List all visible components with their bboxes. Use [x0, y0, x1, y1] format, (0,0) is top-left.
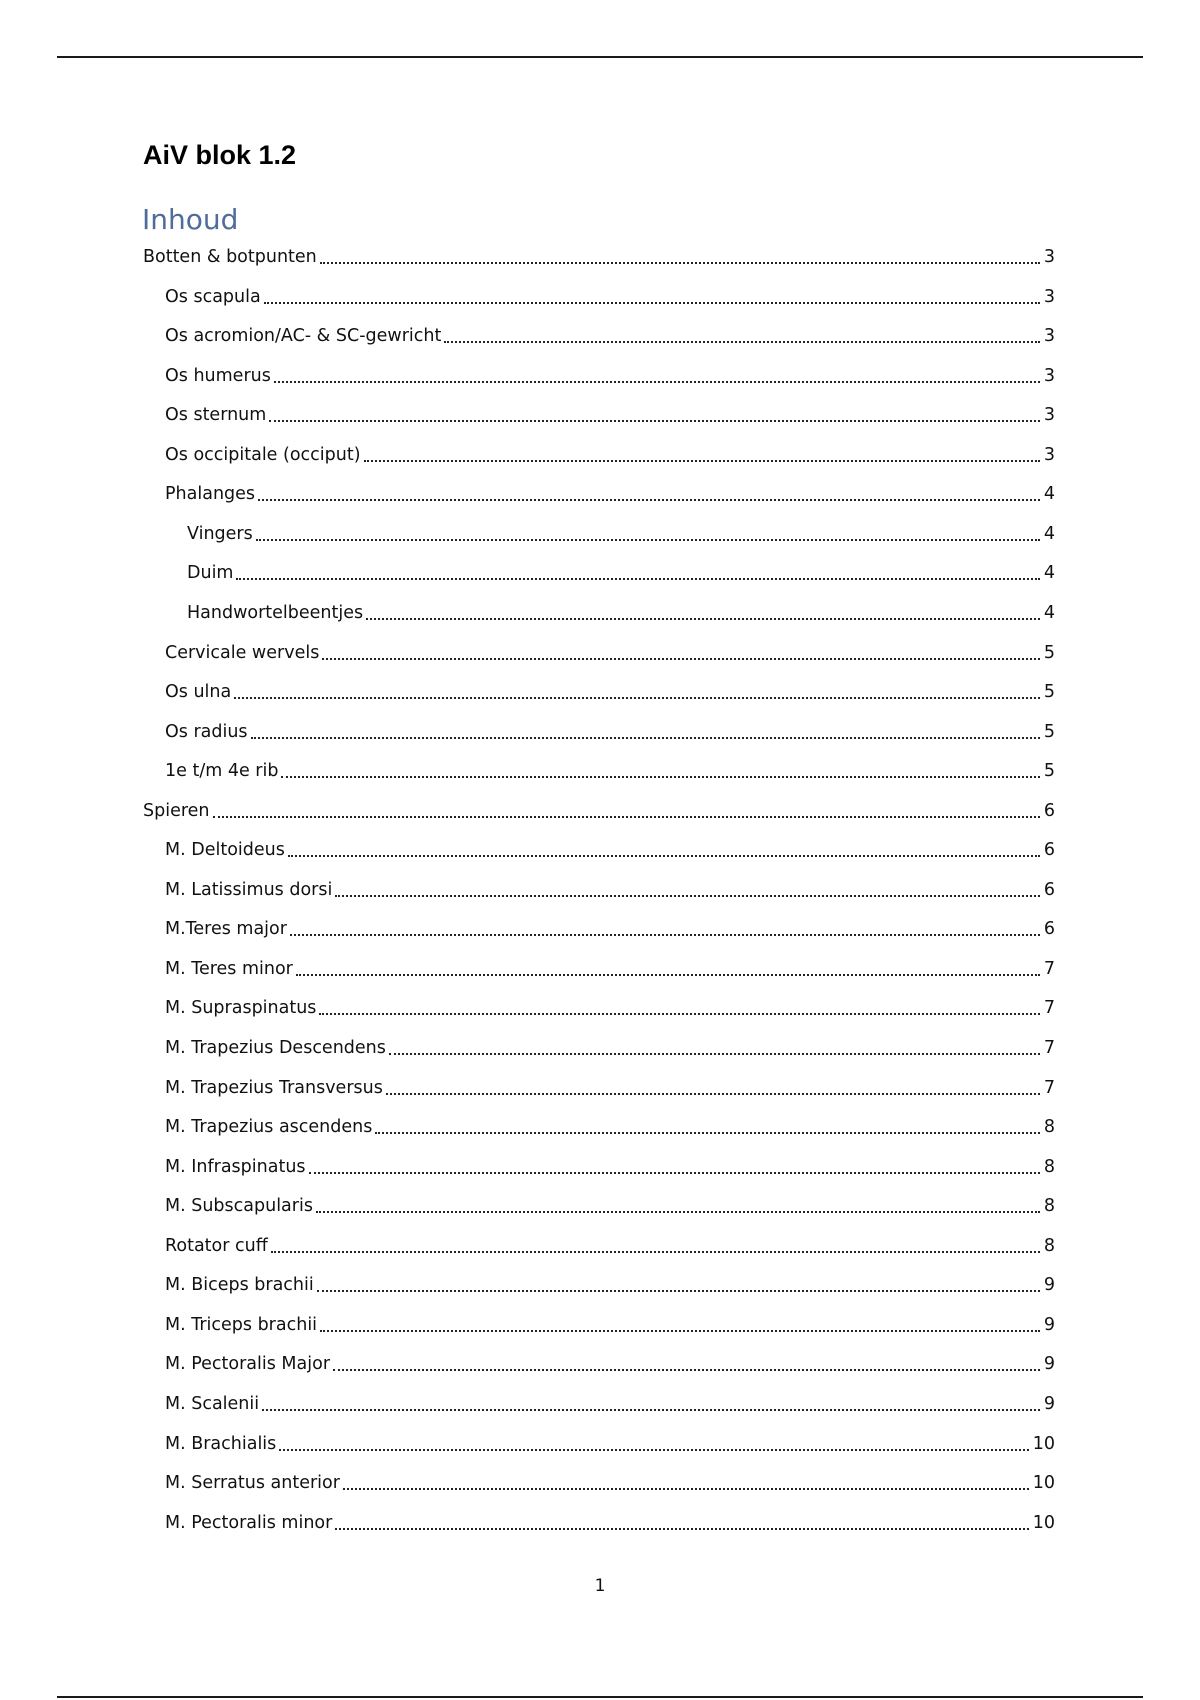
toc-entry-label: M. Teres minor — [165, 958, 293, 979]
toc-entry[interactable] — [187, 600, 1055, 624]
toc-entry[interactable] — [165, 758, 1055, 782]
toc-entry[interactable] — [165, 1233, 1055, 1257]
toc-entry-label: M. Pectoralis minor — [165, 1512, 333, 1533]
toc-entry[interactable] — [165, 1470, 1055, 1494]
toc-entry[interactable] — [165, 323, 1055, 347]
toc-dot-leader — [322, 640, 1040, 660]
toc-entry[interactable] — [165, 837, 1055, 861]
toc-entry-label: Os occipitale (occiput) — [165, 444, 361, 465]
toc-entry-page: 8 — [1043, 1156, 1055, 1177]
toc-entry-label: M. Infraspinatus — [165, 1156, 306, 1177]
toc-entry-label: M. Latissimus dorsi — [165, 879, 333, 900]
toc-entry[interactable] — [165, 1272, 1055, 1296]
toc-entry-page: 9 — [1043, 1354, 1055, 1375]
toc-entry-label: Os scapula — [165, 286, 261, 307]
toc-dot-leader — [271, 1233, 1040, 1253]
toc-entry[interactable] — [165, 284, 1055, 308]
toc-entry[interactable] — [165, 1035, 1055, 1059]
toc-entry-page: 9 — [1043, 1393, 1055, 1414]
toc-entry-label: Cervicale wervels — [165, 642, 320, 663]
toc-entry-page: 4 — [1043, 484, 1055, 505]
toc-entry-label: M. Pectoralis Major — [165, 1354, 331, 1375]
toc-dot-leader — [444, 323, 1040, 343]
toc-entry[interactable] — [187, 521, 1055, 545]
toc-entry-label: Duim — [187, 563, 234, 584]
toc-dot-leader — [279, 1431, 1028, 1451]
toc-entry-page: 7 — [1043, 1077, 1055, 1098]
toc-dot-leader — [364, 442, 1040, 462]
toc-dot-leader — [320, 1312, 1040, 1332]
toc-entry[interactable] — [143, 244, 1055, 268]
toc-entry-page: 5 — [1043, 761, 1055, 782]
toc-entry-page: 3 — [1043, 405, 1055, 426]
toc-entry[interactable] — [165, 1351, 1055, 1375]
toc-entry-page: 7 — [1043, 1038, 1055, 1058]
toc-entry[interactable] — [165, 1510, 1055, 1534]
toc-entry-page: 10 — [1032, 1512, 1055, 1533]
toc-entry-page: 4 — [1043, 563, 1055, 584]
toc-entry-page: 6 — [1043, 840, 1055, 861]
toc-dot-leader — [256, 521, 1040, 541]
toc-entry-label: Os ulna — [165, 682, 232, 703]
toc-entry[interactable] — [165, 877, 1055, 901]
toc-entry-label: M. Trapezius ascendens — [165, 1117, 373, 1138]
toc-dot-leader — [236, 560, 1039, 580]
toc-dot-leader — [213, 798, 1040, 818]
toc-entry-page: 6 — [1043, 919, 1055, 940]
toc-dot-leader — [251, 719, 1040, 739]
toc-entry-page: 4 — [1043, 602, 1055, 623]
toc-entry[interactable] — [165, 442, 1055, 466]
toc-entry-page: 7 — [1043, 958, 1055, 979]
toc-dot-leader — [333, 1351, 1040, 1371]
toc-dot-leader — [386, 1075, 1040, 1095]
toc-entry[interactable] — [165, 719, 1055, 743]
footer-rule — [57, 1696, 1143, 1698]
toc-entry[interactable] — [143, 798, 1055, 822]
toc-entry[interactable] — [165, 1312, 1055, 1336]
toc-entry[interactable] — [165, 1391, 1055, 1415]
toc-entry-label: Handwortelbeentjes — [187, 602, 364, 623]
toc-dot-leader — [288, 837, 1040, 857]
toc-entry[interactable] — [165, 1075, 1055, 1099]
toc-entry[interactable] — [187, 560, 1055, 584]
toc-entry-label: 1e t/m 4e rib — [165, 761, 279, 782]
toc-dot-leader — [343, 1470, 1029, 1490]
toc-dot-leader — [234, 679, 1040, 699]
toc-entry[interactable] — [165, 679, 1055, 703]
toc-entry-label: M.Teres major — [165, 919, 287, 940]
toc-entry-page: 8 — [1043, 1235, 1055, 1256]
toc-dot-leader — [319, 995, 1039, 1015]
toc-entry-page: 5 — [1043, 682, 1055, 703]
toc-entry-label: Phalanges — [165, 484, 256, 505]
toc-dot-leader — [317, 1272, 1040, 1292]
toc-entry-label: Os radius — [165, 721, 248, 742]
toc-dot-leader — [274, 363, 1040, 383]
toc-entry-label: Os humerus — [165, 365, 271, 386]
toc-entry[interactable] — [165, 956, 1055, 980]
toc-entry-label: M. Serratus anterior — [165, 1473, 340, 1494]
toc-entry[interactable] — [165, 363, 1055, 387]
toc-heading: Inhoud — [142, 203, 239, 236]
toc-entry-page: 6 — [1043, 800, 1055, 821]
toc-entry-label: M. Trapezius Descendens — [165, 1038, 386, 1058]
toc-entry-label: M. Triceps brachii — [165, 1314, 318, 1335]
toc-entry-label: Botten & botpunten — [143, 247, 317, 267]
toc-entry[interactable] — [165, 1431, 1055, 1455]
toc-entry-label: M. Scalenii — [165, 1393, 260, 1414]
toc-entry-label: Vingers — [187, 523, 253, 544]
toc-entry-label: Spieren — [143, 800, 210, 821]
toc-dot-leader — [281, 758, 1039, 778]
toc-entry-page: 5 — [1043, 721, 1055, 742]
document-title: AiV blok 1.2 — [143, 140, 297, 170]
toc-dot-leader — [335, 1510, 1028, 1530]
toc-entry-label: M. Biceps brachii — [165, 1275, 314, 1296]
toc-entry[interactable] — [165, 995, 1055, 1019]
toc-entry[interactable] — [165, 481, 1055, 505]
toc-dot-leader — [366, 600, 1040, 620]
toc-entry-label: M. Subscapularis — [165, 1196, 313, 1217]
toc-dot-leader — [290, 916, 1040, 936]
toc-dot-leader — [309, 1154, 1040, 1174]
toc-entry-page: 3 — [1043, 326, 1055, 347]
page-number: 1 — [594, 1576, 606, 1596]
toc-entry[interactable] — [165, 402, 1055, 426]
toc-entry[interactable] — [165, 916, 1055, 940]
toc-dot-leader — [296, 956, 1040, 976]
toc-entry-page: 8 — [1043, 1196, 1055, 1217]
toc-dot-leader — [320, 244, 1040, 264]
toc-dot-leader — [264, 284, 1040, 304]
toc-dot-leader — [262, 1391, 1040, 1411]
toc-entry-page: 9 — [1043, 1275, 1055, 1296]
toc-entry-label: Rotator cuff — [165, 1235, 268, 1256]
toc-dot-leader — [389, 1035, 1040, 1055]
toc-entry-label: Os sternum — [165, 405, 267, 426]
toc-entry-page: 7 — [1043, 998, 1055, 1019]
toc-entry-page: 3 — [1043, 247, 1055, 267]
toc-entry-page: 9 — [1043, 1314, 1055, 1335]
toc-dot-leader — [258, 481, 1040, 501]
toc-entry[interactable] — [165, 1154, 1055, 1178]
toc-dot-leader — [375, 1114, 1039, 1134]
toc-entry-page: 3 — [1043, 444, 1055, 465]
toc-entry-page: 3 — [1043, 365, 1055, 386]
toc-entry[interactable] — [165, 1114, 1055, 1138]
toc-entry-label: M. Brachialis — [165, 1433, 277, 1454]
toc-entry[interactable] — [165, 1193, 1055, 1217]
toc-entry-page: 5 — [1043, 642, 1055, 663]
toc-dot-leader — [316, 1193, 1040, 1213]
toc-entry-label: M. Trapezius Transversus — [165, 1077, 383, 1098]
toc-entry[interactable] — [165, 640, 1055, 664]
toc-entry-page: 6 — [1043, 879, 1055, 900]
toc-entry-page: 3 — [1043, 286, 1055, 307]
toc-entry-page: 10 — [1032, 1433, 1055, 1454]
toc-dot-leader — [335, 877, 1040, 897]
toc-dot-leader — [269, 402, 1040, 422]
toc-entry-page: 4 — [1043, 523, 1055, 544]
toc-entry-page: 10 — [1032, 1473, 1055, 1494]
toc-entry-label: Os acromion/AC- & SC-gewricht — [165, 326, 442, 347]
toc-entry-label: M. Supraspinatus — [165, 998, 317, 1019]
toc-entry-label: M. Deltoideus — [165, 840, 285, 861]
toc-entry-page: 8 — [1043, 1117, 1055, 1138]
